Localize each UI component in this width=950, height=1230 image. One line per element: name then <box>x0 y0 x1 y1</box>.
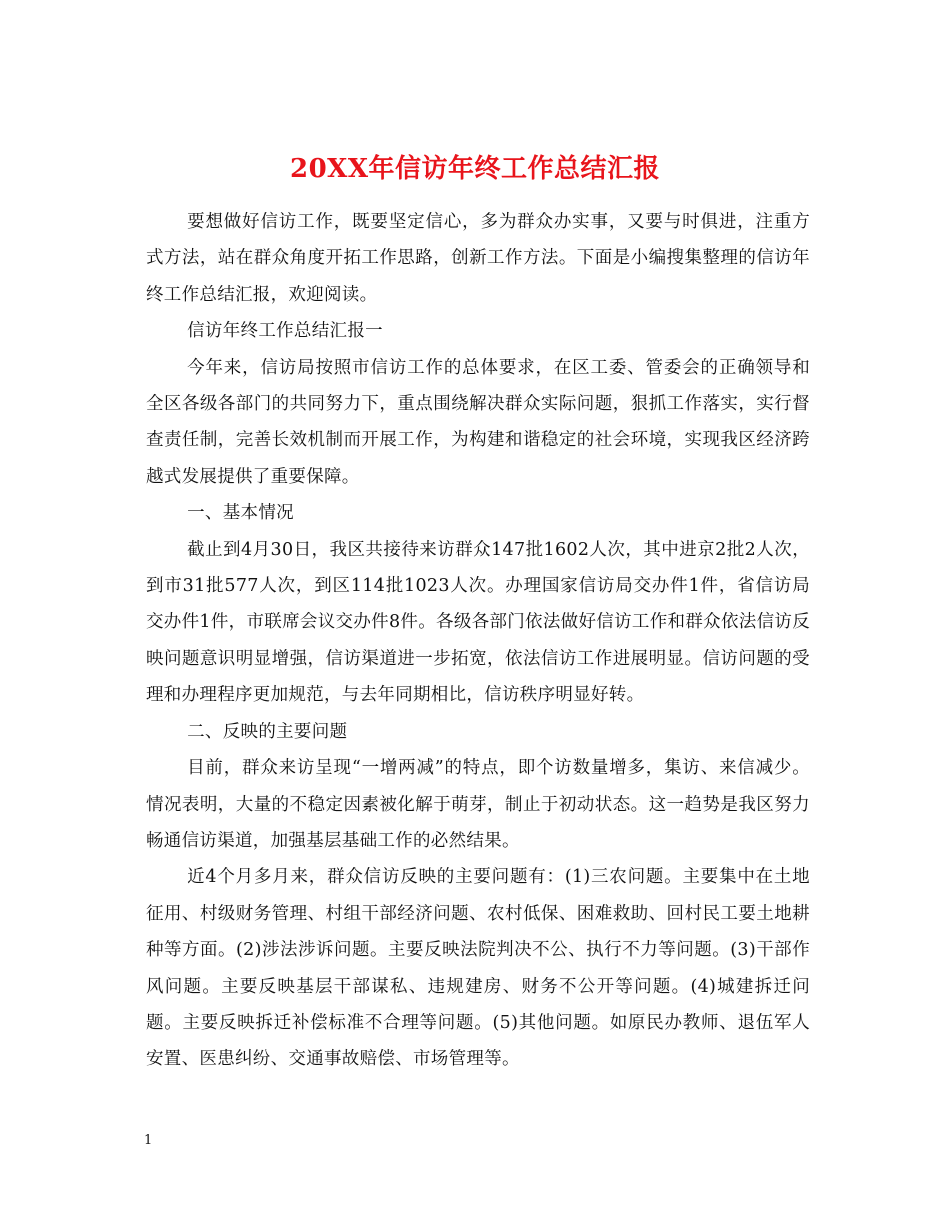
page-number: 1 <box>144 1133 153 1148</box>
main-issues-paragraph: 目前，群众来访呈现“一增两减”的特点，即个访数量增多，集访、来信减少。情况表明，大量的不稳定因素被化解于萌芽，制止于初动状态。这一趋势是我区努力畅通信访渠道，加强基层基础工作的必然结果。 <box>146 758 810 851</box>
document-body <box>146 204 810 1078</box>
basic-situation-paragraph: 截止到4月30日，我区共接待来访群众147批1602人次，其中进京2批2人次，到市31批577人次，到区114批1023人次。办理国家信访局交办件1件，省信访局交办件1件，市联席会议交办件8件。各级各部门依法做好信访工作和群众依法信访反映问题意识明显增强，信访渠道进一步拓宽，依法信访工作进展明显。信访问题的受理和办理程序更加规范，与去年同期相比，信访秩序明显好转。 <box>146 539 810 706</box>
issues-list-paragraph: 近4个月多月来，群众信访反映的主要问题有：(1)三农问题。主要集中在土地征用、村级财务管理、村组干部经济问题、农村低保、困难救助、回村民工要土地耕种等方面。(2)涉法涉诉问题。主要反映法院判决不公、执行不力等问题。(3)干部作风问题。主要反映基层干部谋私、违规建房、财务不公开等问题。(4)城建拆迁问题。主要反映拆迁补偿标准不合理等问题。(5)其他问题。如原民办教师、退伍军人安置、医患纠纷、交通事故赔偿、市场管理等。 <box>146 867 810 1070</box>
section-heading-main-issues: 二、反映的主要问题 <box>187 721 348 742</box>
section-heading-basic-situation: 一、基本情况 <box>187 503 294 524</box>
section-heading-report-one: 信访年终工作总结汇报一 <box>187 321 383 342</box>
intro-paragraph: 要想做好信访工作，既要坚定信心，多为群众办实事，又要与时俱进，注重方式方法，站在群众角度开拓工作思路，创新工作方法。下面是小编搜集整理的信访年终工作总结汇报，欢迎阅读。 <box>146 212 810 305</box>
document-title: 20XX年信访年终工作总结汇报 <box>289 154 661 185</box>
overview-paragraph: 今年来，信访局按照市信访工作的总体要求，在区工委、管委会的正确领导和全区各级各部门的共同努力下，重点围绕解决群众实际问题，狠抓工作落实，实行督查责任制，完善长效机制而开展工作，为构建和谐稳定的社会环境，实现我区经济跨越式发展提供了重要保障。 <box>146 357 810 487</box>
